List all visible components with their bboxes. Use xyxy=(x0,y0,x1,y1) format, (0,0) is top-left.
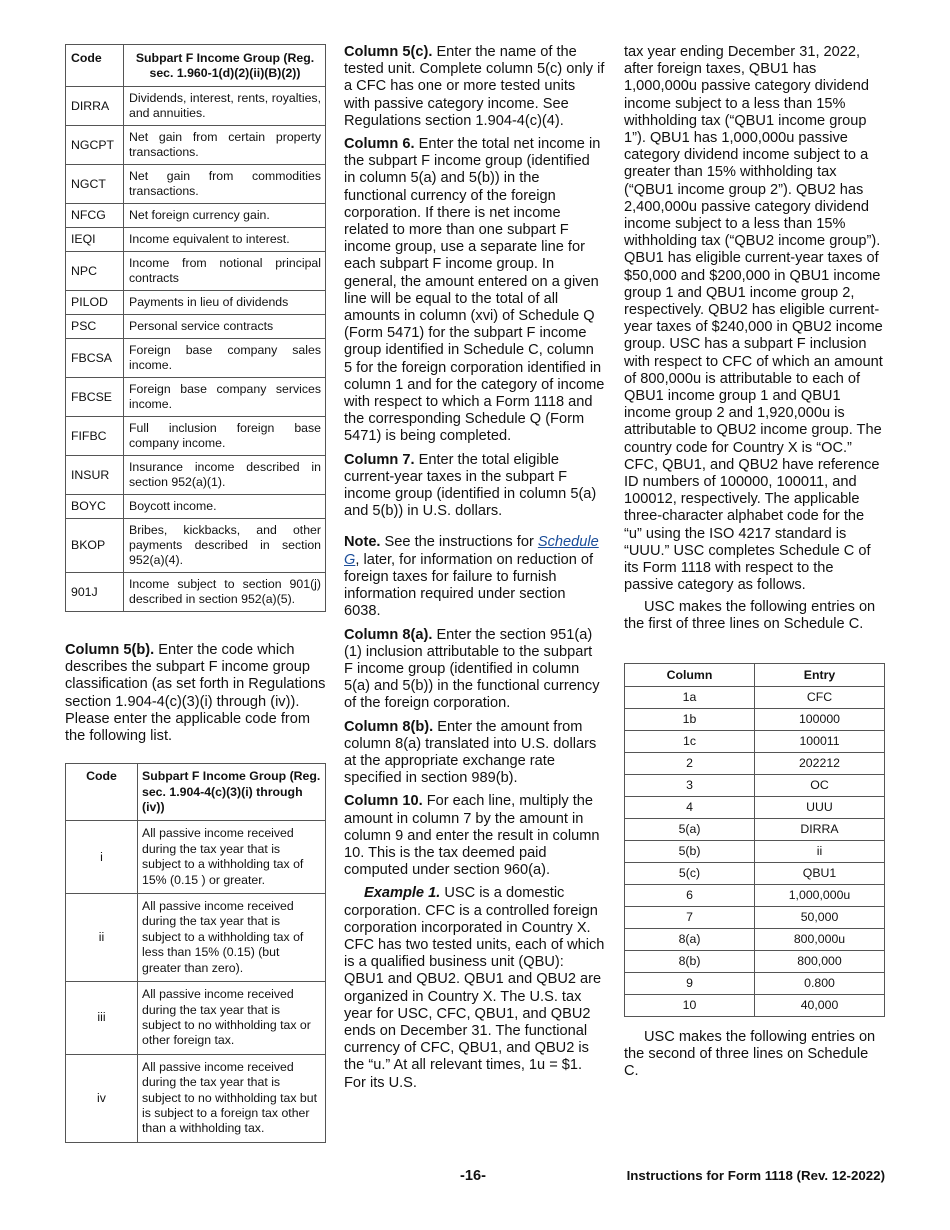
table-row xyxy=(66,417,326,456)
table-cell-code: BKOP xyxy=(66,519,124,573)
table-cell-code: IEQI xyxy=(66,228,124,252)
table-cell-col: 7 xyxy=(625,906,755,928)
table-cell-code: NGCPT xyxy=(66,126,124,165)
table-row xyxy=(66,519,326,573)
table-cell-col: 1b xyxy=(625,708,755,730)
table-cell-desc: Payments in lieu of dividends xyxy=(124,291,326,315)
table-cell-code: DIRRA xyxy=(66,87,124,126)
table-cell-desc: All passive income received during the tax year that is subject to no withholding tax but is subject to a foreign tax other than a withholding tax. xyxy=(138,1054,326,1142)
table-cell-desc: Personal service contracts xyxy=(124,315,326,339)
table-cell-col: 8(b) xyxy=(625,950,755,972)
table-cell-desc: Income equivalent to interest. xyxy=(124,228,326,252)
table-cell-entry: 0.800 xyxy=(755,972,885,994)
table-row xyxy=(625,884,885,906)
table-cell-code: PILOD xyxy=(66,291,124,315)
table-row xyxy=(66,126,326,165)
paragraph-text: Enter the section 951(a)(1) inclusion attributable to the subpart F income group (identified in column 5(a) and 5(b)) in the functional currency of the foreign corporation. xyxy=(344,626,600,712)
table-cell-code: FIFBC xyxy=(66,417,124,456)
table-cell-code: i xyxy=(66,821,138,894)
example-continuation-paragraph: tax year ending December 31, 2022, after foreign taxes, QBU1 has 1,000,000u passive category dividend income subject to a less than 15% withholding tax (“QBU1 income group 1”). QBU1 has 1,000,000u passive category dividend income subject to a greater than 15% withholding tax (“QBU1 income group 2”). QBU2 has 2,400,000u passive category dividend income subject to a less than 15% withholding tax (“QBU2 income group”). QBU1 has eligible current-year taxes of $50,000 and $200,000 in QBU1 income group 1 and QBU1 income group 2, respectively. QBU2 has eligible current-year taxes of $240,000 in QBU2 income group. USC has a subpart F inclusion with respect to CFC of which an amount of 800,000u is attributable to each of QBU1 income group 1 and QBU1 income group 2 and 1,920,000u is attributable to QBU2 income group. The country code for Country X is “OC.” CFC, QBU1, and QBU2 have reference ID numbers of 100000, 100011, and 100012, respectively. The applicable three-character alphabet code for the “u” using the ISO 4217 standard is “UUU.” USC completes Schedule C of its Form 1118 with respect to the passive category as follows. xyxy=(624,44,883,594)
second-line-entries-paragraph: USC makes the following entries on the second of three lines on Schedule C. xyxy=(624,1028,876,1080)
table-row xyxy=(66,821,326,894)
table-cell-desc: Dividends, interest, rents, royalties, and annuities. xyxy=(124,87,326,126)
column-10-paragraph xyxy=(344,793,605,879)
paragraph-text: For each line, multiply the amount in column 7 by the amount in column 9 and enter the result in column 10. This is the tax deemed paid computed under section 960(a). xyxy=(344,793,600,879)
table-row xyxy=(66,456,326,495)
table-cell-desc: Boycott income. xyxy=(124,495,326,519)
table-cell-col: 2 xyxy=(625,752,755,774)
table-cell-col: 10 xyxy=(625,994,755,1016)
paragraph-text: Enter the code which describes the subpart F income group classification (as set forth in Regulations section 1.904-4(c)(3)(i) through (iv)). Please enter the applicable code from the following list. xyxy=(65,642,326,745)
table-cell-code: FBCSE xyxy=(66,378,124,417)
page-number: -16- xyxy=(460,1168,486,1184)
table-cell-desc: Bribes, kickbacks, and other payments described in section 952(a)(4). xyxy=(124,519,326,573)
table-cell-col: 9 xyxy=(625,972,755,994)
paragraph-heading: Example 1. xyxy=(364,885,441,902)
table-cell-entry: DIRRA xyxy=(755,818,885,840)
table-row xyxy=(66,252,326,291)
table-row xyxy=(66,495,326,519)
table-row xyxy=(625,840,885,862)
table-row xyxy=(66,165,326,204)
column-header-entry: Entry xyxy=(755,663,885,686)
table-cell-desc: Foreign base company services income. xyxy=(124,378,326,417)
table-row xyxy=(625,906,885,928)
example-1-paragraph xyxy=(344,885,605,1091)
paragraph-heading: Column 5(b). xyxy=(65,642,155,658)
paragraph-heading: Column 8(b). xyxy=(344,718,434,735)
paragraph-text: , later, for information on reduction of foreign taxes for failure to furnish information required under section 6038. xyxy=(344,551,594,620)
table-cell-entry: UUU xyxy=(755,796,885,818)
paragraph-heading: Note. xyxy=(344,534,381,551)
table-cell-desc: All passive income received during the tax year that is subject to a withholding tax of less than 15% (0.15) (but greater than zero). xyxy=(138,894,326,982)
table-cell-code: PSC xyxy=(66,315,124,339)
table-row xyxy=(625,730,885,752)
table-row xyxy=(625,928,885,950)
table-row xyxy=(625,686,885,708)
table-cell-entry: 800,000u xyxy=(755,928,885,950)
paragraph-heading: Column 5(c). xyxy=(344,44,433,60)
passive-income-group-table xyxy=(65,763,326,1143)
column-8a-paragraph xyxy=(344,627,605,713)
column-header-group: Subpart F Income Group (Reg. sec. 1.960-1(d)(2)(ii)(B)(2)) xyxy=(124,45,326,87)
form-title-footer: Instructions for Form 1118 (Rev. 12-2022) xyxy=(626,1168,885,1183)
table-cell-desc: Full inclusion foreign base company income. xyxy=(124,417,326,456)
table-cell-col: 3 xyxy=(625,774,755,796)
table-cell-desc: Foreign base company sales income. xyxy=(124,339,326,378)
table-row xyxy=(66,315,326,339)
table-cell-entry: 50,000 xyxy=(755,906,885,928)
table-cell-col: 5(b) xyxy=(625,840,755,862)
column-header-group: Subpart F Income Group (Reg. sec. 1.904-4(c)(3)(i) through (iv)) xyxy=(138,764,326,821)
table-body xyxy=(66,821,326,1142)
table-cell-desc: Insurance income described in section 952(a)(1). xyxy=(124,456,326,495)
table-cell-desc: Net gain from commodities transactions. xyxy=(124,165,326,204)
column-header-code: Code xyxy=(66,45,124,87)
table-header-row xyxy=(625,663,885,686)
table-cell-code: NPC xyxy=(66,252,124,291)
schedule-g-link[interactable]: Schedule G xyxy=(344,534,599,568)
table-row xyxy=(66,204,326,228)
table-cell-col: 6 xyxy=(625,884,755,906)
table-row xyxy=(625,950,885,972)
table-header-row xyxy=(66,45,326,87)
column-5b-paragraph xyxy=(65,642,326,745)
table-row xyxy=(66,982,326,1055)
first-line-entries-paragraph: USC makes the following entries on the first of three lines on Schedule C. xyxy=(624,598,876,632)
table-cell-code: NGCT xyxy=(66,165,124,204)
table-cell-code: BOYC xyxy=(66,495,124,519)
column-7-paragraph xyxy=(344,452,605,521)
table-cell-code: INSUR xyxy=(66,456,124,495)
paragraph-heading: Column 10. xyxy=(344,793,423,810)
table-cell-entry: 100011 xyxy=(755,730,885,752)
table-row xyxy=(66,339,326,378)
table-cell-col: 8(a) xyxy=(625,928,755,950)
schedule-c-entries-table xyxy=(624,663,885,1017)
table-cell-col: 1a xyxy=(625,686,755,708)
note-paragraph xyxy=(344,534,605,620)
table-cell-code: iii xyxy=(66,982,138,1055)
table-cell-desc: Income from notional principal contracts xyxy=(124,252,326,291)
paragraph-heading: Column 7. xyxy=(344,451,415,468)
table-row xyxy=(625,774,885,796)
table-cell-entry: ii xyxy=(755,840,885,862)
paragraph-text: Enter the name of the tested unit. Complete column 5(c) only if a CFC has one or more tested units with passive category income. See Regulations section 1.904-4(c)(4). xyxy=(344,44,605,129)
table-row xyxy=(66,573,326,612)
table-cell-desc: All passive income received during the tax year that is subject to a withholding tax of 15% (0.15 ) or greater. xyxy=(138,821,326,894)
table-row xyxy=(66,378,326,417)
paragraph-heading: Column 6. xyxy=(344,136,415,153)
column-6-paragraph xyxy=(344,136,605,446)
table-cell-code: 901J xyxy=(66,573,124,612)
table-cell-code: NFCG xyxy=(66,204,124,228)
table-header-row xyxy=(66,764,326,821)
table-cell-desc: Income subject to section 901(j) described in section 952(a)(5). xyxy=(124,573,326,612)
table-cell-entry: 40,000 xyxy=(755,994,885,1016)
table-row xyxy=(625,994,885,1016)
paragraph-text: Enter the total net income in the subpart F income group (identified in column 5(a) and 5(b)) in the functional currency of the foreign corporation. If there is net income related to more than one subpart F income group, use a separate line for each subpart F income group. In general, the amount entered on a given line will be equal to the total of all amounts in column (xvi) of Schedule Q (Form 5471) for the subpart F income group identified in Schedule C, column 5 for the foreign corporation identified in column 1 and for the category of income with respect to which a Form 1118 and the corresponding Schedule Q (Form 5471) is being completed. xyxy=(344,136,605,445)
table-row xyxy=(625,818,885,840)
table-cell-code: iv xyxy=(66,1054,138,1142)
table-row xyxy=(625,796,885,818)
paragraph-heading: Column 8(a). xyxy=(344,626,433,643)
table-cell-entry: QBU1 xyxy=(755,862,885,884)
table-cell-code: ii xyxy=(66,894,138,982)
paragraph-text: Enter the total eligible current-year taxes in the subpart F income group (identified in column 5(a) and 5(b)) in U.S. dollars. xyxy=(344,451,597,520)
table-cell-col: 5(a) xyxy=(625,818,755,840)
table-cell-desc: All passive income received during the tax year that is subject to no withholding tax or other foreign tax. xyxy=(138,982,326,1055)
table-cell-col: 5(c) xyxy=(625,862,755,884)
table-cell-entry: 800,000 xyxy=(755,950,885,972)
column-header-column: Column xyxy=(625,663,755,686)
table-cell-col: 1c xyxy=(625,730,755,752)
table-cell-entry: 202212 xyxy=(755,752,885,774)
table-row xyxy=(625,862,885,884)
paragraph-text: Enter the amount from column 8(a) translated into U.S. dollars at the appropriate exchange rate specified in section 989(b). xyxy=(344,718,597,787)
table-body xyxy=(66,87,326,612)
table-cell-desc: Net gain from certain property transactions. xyxy=(124,126,326,165)
subpart-f-income-group-table xyxy=(65,44,326,612)
table-body xyxy=(625,686,885,1016)
paragraph-text: USC is a domestic corporation. CFC is a controlled foreign corporation incorporated in Country X. CFC has two tested units, each of which is a qualified business unit (QBU): QBU1 and QBU2. QBU1 and QBU2 are organized in Country X. The U.S. tax year for USC, CFC, QBU1, and QBU2 ends on December 31. The functional currency of CFC, QBU1, and QBU2 is the “u.” At all relevant times, 1u = $1. For its U.S. xyxy=(344,885,605,1091)
table-cell-entry: 1,000,000u xyxy=(755,884,885,906)
table-cell-code: FBCSA xyxy=(66,339,124,378)
left-column xyxy=(65,44,326,1143)
table-row xyxy=(66,228,326,252)
column-5c-paragraph xyxy=(344,44,605,130)
table-cell-col: 4 xyxy=(625,796,755,818)
right-column xyxy=(624,44,885,1081)
table-cell-desc: Net foreign currency gain. xyxy=(124,204,326,228)
table-row xyxy=(625,972,885,994)
table-row xyxy=(66,87,326,126)
table-cell-entry: 100000 xyxy=(755,708,885,730)
column-8b-paragraph xyxy=(344,719,605,788)
column-header-code: Code xyxy=(66,764,138,821)
table-cell-entry: CFC xyxy=(755,686,885,708)
table-row xyxy=(66,894,326,982)
paragraph-text: See the instructions for xyxy=(384,534,534,551)
table-row xyxy=(625,708,885,730)
table-row xyxy=(66,291,326,315)
table-cell-entry: OC xyxy=(755,774,885,796)
table-row xyxy=(66,1054,326,1142)
middle-column xyxy=(344,44,605,1092)
table-row xyxy=(625,752,885,774)
